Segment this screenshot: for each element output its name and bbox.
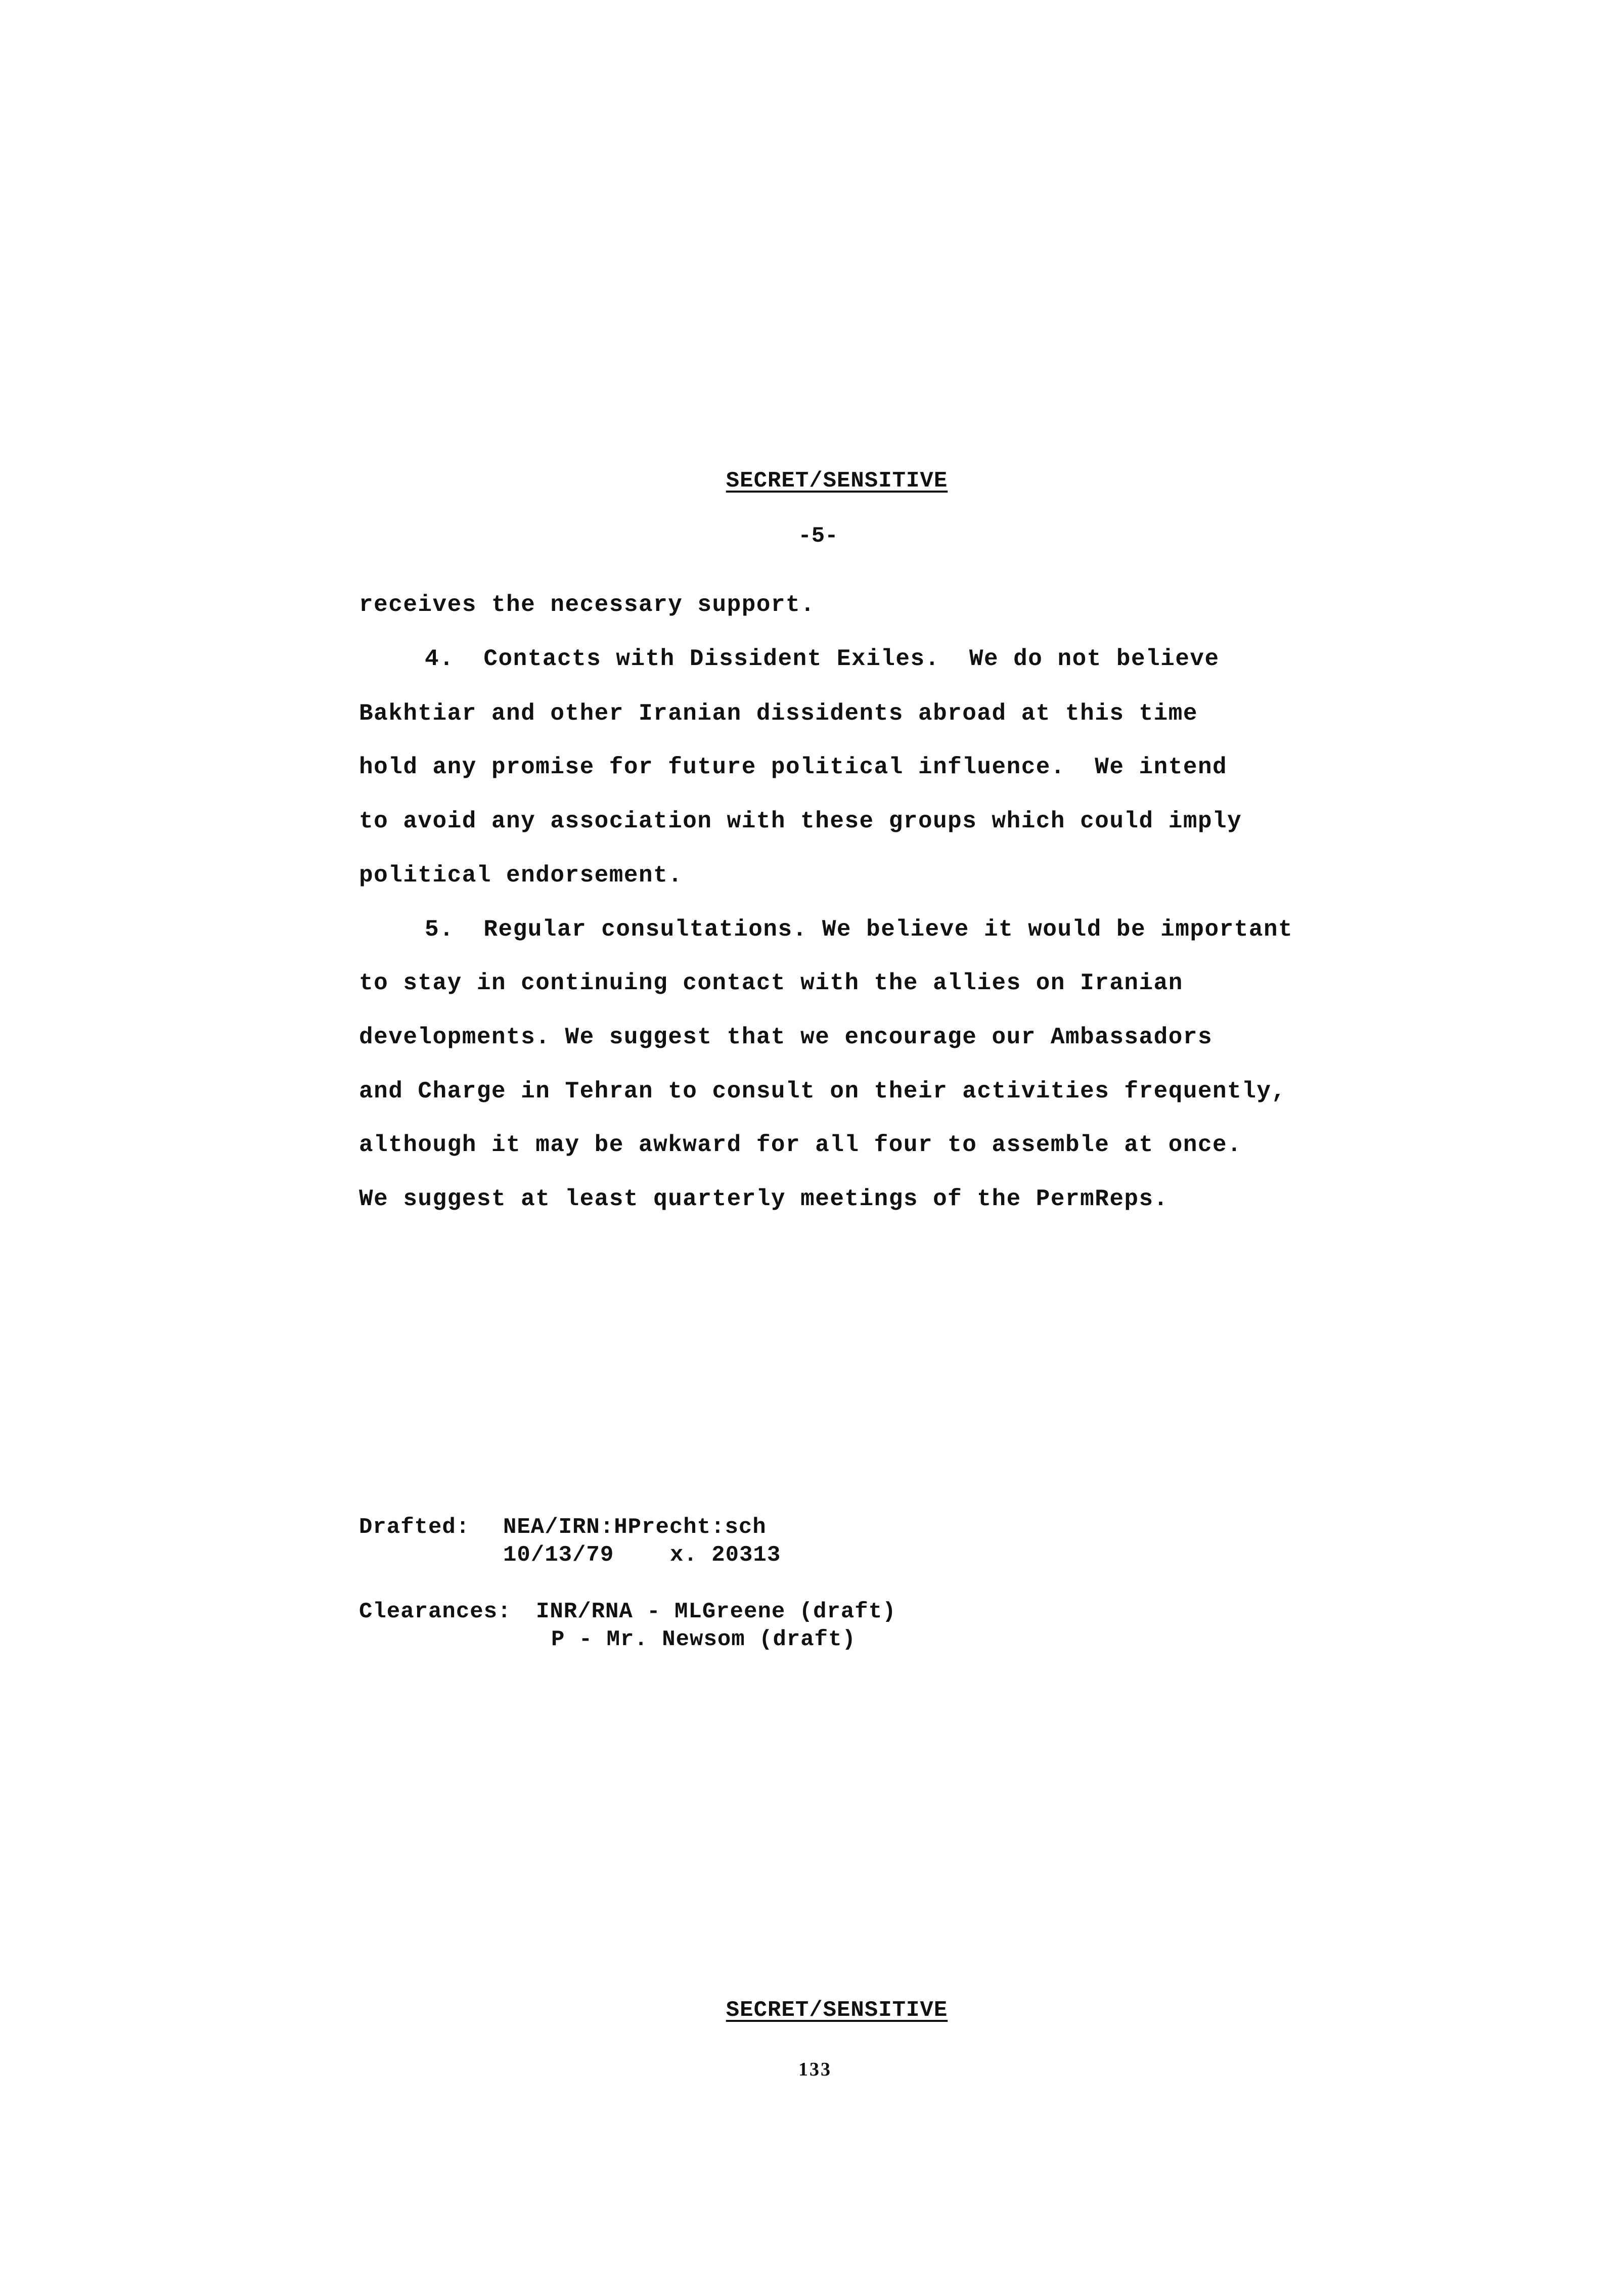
drafted-by: NEA/IRN:HPrecht:sch	[503, 1515, 767, 1540]
classification-header: SECRET/SENSITIVE	[726, 468, 948, 494]
document-number: 133	[798, 2059, 832, 2080]
body-line: political endorsement.	[359, 862, 683, 889]
body-line: hold any promise for future political influence. We intend	[359, 754, 1228, 780]
body-line: We suggest at least quarterly meetings of the PermReps.	[359, 1186, 1168, 1212]
classification-footer: SECRET/SENSITIVE	[726, 1998, 948, 2023]
drafted-extension: x. 20313	[670, 1542, 781, 1568]
body-line: and Charge in Tehran to consult on their activities frequently,	[359, 1078, 1286, 1105]
body-line: Bakhtiar and other Iranian dissidents abroad at this time	[359, 700, 1198, 727]
body-line: to stay in continuing contact with the allies on Iranian	[359, 970, 1183, 996]
body-line: 5. Regular consultations. We believe it would be important	[425, 916, 1293, 943]
clearance-entry: INR/RNA - MLGreene (draft)	[536, 1599, 896, 1624]
body-line: although it may be awkward for all four to assemble at once.	[359, 1132, 1242, 1158]
body-line: to avoid any association with these groups which could imply	[359, 808, 1242, 834]
drafted-label: Drafted:	[359, 1515, 470, 1540]
drafted-date: 10/13/79	[503, 1542, 614, 1568]
page-marker: -5-	[798, 523, 838, 549]
body-line: developments. We suggest that we encourage our Ambassadors	[359, 1024, 1213, 1050]
clearance-entry: P - Mr. Newsom (draft)	[551, 1627, 856, 1652]
body-line: receives the necessary support.	[359, 592, 816, 618]
body-line: 4. Contacts with Dissident Exiles. We do not believe	[425, 646, 1220, 672]
clearances-label: Clearances:	[359, 1599, 512, 1624]
